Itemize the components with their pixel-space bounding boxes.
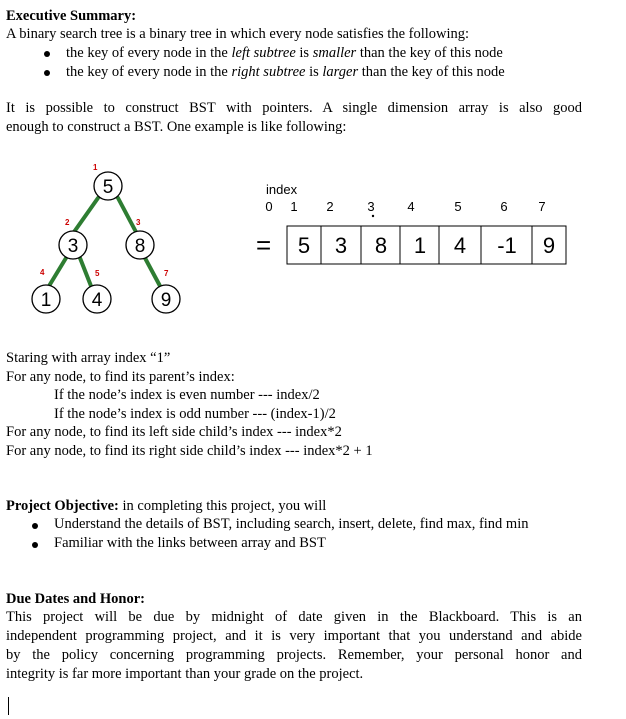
- objective-bullet-2: Familiar with the links between array and BST: [54, 535, 326, 551]
- due-heading: Due Dates and Honor:: [6, 591, 145, 607]
- rules-start: Staring with array index “1”: [6, 350, 171, 366]
- construct-line-1: It is possible to construct BST with pointers. A single dimension array is also good: [6, 100, 582, 116]
- tree-edge: [118, 198, 136, 232]
- array-cell: 3: [334, 233, 348, 258]
- array-index: 3: [367, 199, 375, 214]
- tree-node-key: 5: [102, 177, 114, 198]
- due-line-2: independent programming project, and it is very important that you understand and abide: [6, 628, 582, 644]
- array-indices: [265, 199, 545, 214]
- tree-index-label: 5: [95, 269, 100, 278]
- array-index: 6: [500, 199, 508, 214]
- summary-intro: A binary search tree is a binary tree in which every node satisfies the following:: [6, 26, 470, 42]
- objective-line: [6, 497, 326, 516]
- summary-bullet-left: the key of every node in the left subtree is smaller than the key of this node: [66, 45, 503, 61]
- array-values: [298, 233, 555, 258]
- array-cell: 5: [297, 233, 311, 258]
- bst-figure: [0, 150, 626, 330]
- objective-heading: Project Objective:: [6, 498, 119, 514]
- tree-node-key: 8: [134, 236, 146, 257]
- tree-index-label: 3: [136, 218, 141, 227]
- array-index: 4: [407, 199, 415, 214]
- array-index: 2: [326, 199, 334, 214]
- tree-edge: [145, 258, 160, 286]
- construct-paragraph: [6, 99, 582, 137]
- array-cell: 8: [374, 233, 388, 258]
- array-index: 5: [454, 199, 462, 214]
- array-equals: =: [256, 230, 272, 260]
- tree-node-key: 4: [91, 290, 103, 311]
- tree-index-label: 7: [164, 269, 169, 278]
- text-cursor: [8, 697, 9, 715]
- objective-bullet-1: Understand the details of BST, including search, insert, delete, find max, find min: [54, 516, 529, 532]
- bullet-dot: [32, 542, 38, 548]
- array-cell: -1: [497, 233, 517, 258]
- due-line-3: by the policy concerning programming projects. Remember, your personal honor and: [6, 647, 582, 663]
- due-line-4: integrity is far more important than your grade on the project.: [6, 666, 364, 682]
- rules-parent: For any node, to find its parent’s index:: [6, 369, 235, 385]
- objective-text: in completing this project, you will: [118, 498, 327, 514]
- array-index: 0: [265, 199, 273, 214]
- tree-edge: [49, 258, 66, 286]
- tree-node-key: 9: [160, 290, 172, 311]
- array-index-mark: [372, 215, 374, 217]
- summary-bullet-right: the key of every node in the right subtree is larger than the key of this node: [66, 64, 505, 80]
- due-line-1: This project will be due by midnight of date given in the Blackboard. This is an: [6, 609, 582, 625]
- array-index-label: index: [266, 182, 298, 197]
- array-cell: 9: [542, 233, 556, 258]
- bullet-dot: [44, 70, 50, 76]
- array-cell: 1: [413, 233, 427, 258]
- array-cell: 4: [453, 233, 467, 258]
- rules-right-child: For any node, to find its right side child’s index --- index*2 + 1: [6, 443, 373, 459]
- bullet-dot: [44, 51, 50, 57]
- bullet-dot: [32, 523, 38, 529]
- tree-node-5: [93, 163, 122, 200]
- tree-index-label: 1: [93, 163, 98, 172]
- array-index: 1: [290, 199, 298, 214]
- tree-node-3: [59, 218, 87, 259]
- tree-node-key: 3: [67, 236, 79, 257]
- tree-node-key: 1: [40, 290, 52, 311]
- tree-index-label: 2: [65, 218, 70, 227]
- summary-heading: Executive Summary:: [6, 8, 137, 24]
- tree-edge: [74, 198, 98, 232]
- tree-edge: [80, 258, 91, 286]
- array-box: [287, 226, 566, 264]
- rules-even: If the node’s index is even number --- index/2: [54, 387, 320, 403]
- rules-left-child: For any node, to find its left side child’s index --- index*2: [6, 424, 342, 440]
- tree-index-label: 4: [40, 268, 45, 277]
- array-index: 7: [538, 199, 546, 214]
- rules-odd: If the node’s index is odd number --- (index-1)/2: [54, 406, 336, 422]
- construct-line-2: enough to construct a BST. One example is like following:: [6, 119, 347, 135]
- due-paragraph: [6, 608, 582, 684]
